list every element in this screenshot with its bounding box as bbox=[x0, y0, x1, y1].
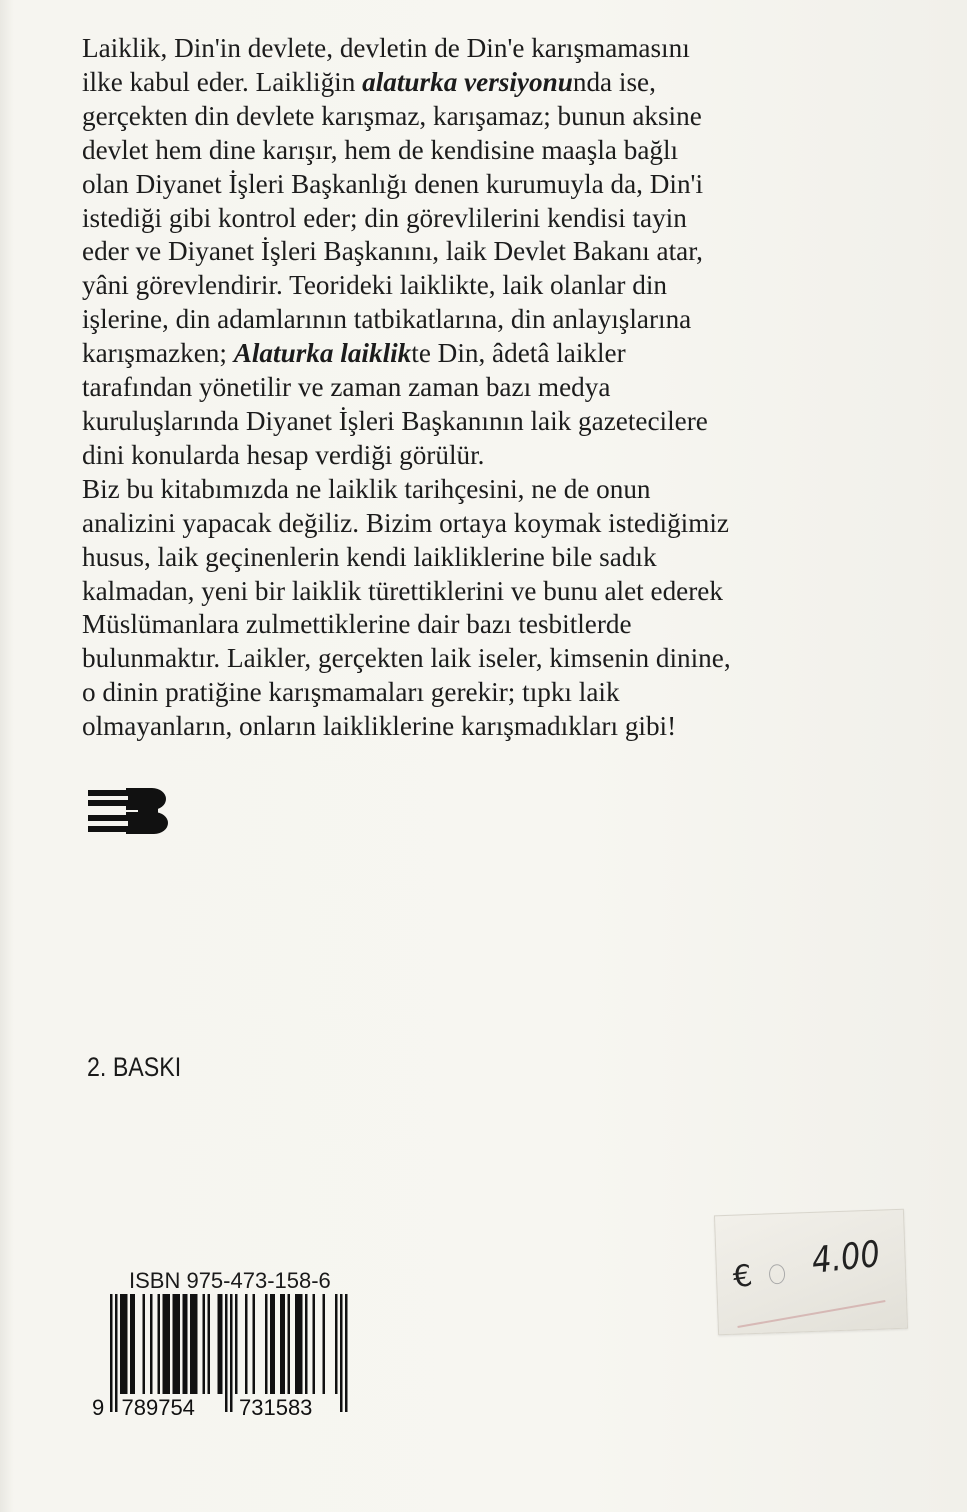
barcode-bar bbox=[203, 1294, 206, 1394]
barcode-bar bbox=[150, 1294, 153, 1394]
isbn-label: ISBN 975-473-158-6 bbox=[129, 1268, 331, 1293]
barcode-bar bbox=[235, 1294, 238, 1394]
blurb-segment: işlerine, din adamlarının tatbikatlarına, din anlayışlarına bbox=[82, 304, 692, 335]
barcode-bar bbox=[340, 1294, 343, 1412]
barcode-bar bbox=[323, 1294, 326, 1394]
barcode-bar bbox=[208, 1294, 211, 1394]
barcode-digits: 731583 bbox=[239, 1395, 313, 1418]
blurb-emphasis: Alaturka laiklik bbox=[233, 338, 412, 369]
blurb-segment: Müslümanlara zulmettiklerine dair bazı tesbitlerde bbox=[82, 609, 632, 640]
barcode-bar bbox=[273, 1294, 276, 1394]
barcode-bar bbox=[270, 1294, 273, 1394]
blurb-line bbox=[82, 269, 842, 303]
barcode-bar bbox=[178, 1294, 181, 1394]
blurb-emphasis: alaturka versiyonu bbox=[362, 66, 573, 97]
blurb-line bbox=[82, 642, 842, 676]
blurb-line bbox=[82, 32, 842, 66]
barcode-bar bbox=[143, 1294, 146, 1394]
publisher-logo-icon bbox=[86, 788, 170, 834]
price-sticker bbox=[714, 1209, 908, 1336]
barcode-bar bbox=[245, 1294, 248, 1394]
barcode-bar bbox=[193, 1294, 196, 1394]
blurb-segment: devlet hem dine karışır, hem de kendisine maaşla bağlı bbox=[82, 134, 679, 165]
barcode-bar bbox=[295, 1294, 298, 1394]
barcode-bar bbox=[218, 1294, 221, 1394]
barcode-bar bbox=[123, 1294, 126, 1394]
barcode-bar bbox=[345, 1294, 348, 1412]
blurb-line bbox=[82, 100, 842, 134]
blurb-line bbox=[82, 710, 842, 744]
barcode-bar bbox=[265, 1294, 268, 1394]
blurb-line bbox=[82, 507, 842, 541]
barcode-bar bbox=[313, 1294, 316, 1394]
barcode-bar bbox=[190, 1294, 193, 1394]
blurb-line bbox=[82, 134, 842, 168]
blurb-line bbox=[82, 202, 842, 236]
blurb-line bbox=[82, 66, 842, 100]
barcode-bar bbox=[158, 1294, 161, 1394]
barcode-bar bbox=[120, 1294, 123, 1394]
barcode-bar bbox=[225, 1294, 228, 1412]
blurb-segment: ilke kabul eder. Laikliğin bbox=[82, 66, 363, 97]
blurb-segment: husus, laik geçinenlerin kendi laikliklerine bile sadık bbox=[82, 541, 657, 572]
barcode-bar bbox=[168, 1294, 171, 1394]
blurb-line bbox=[82, 303, 842, 337]
blurb-line bbox=[82, 473, 842, 507]
blurb-line bbox=[82, 405, 842, 439]
barcode-bar bbox=[185, 1294, 188, 1394]
price-amount: 4.00 bbox=[809, 1233, 882, 1282]
blurb-line bbox=[82, 337, 842, 371]
barcode-bar bbox=[175, 1294, 178, 1394]
blurb-segment: istediği gibi kontrol eder; din görevlilerini kendisi tayin bbox=[82, 202, 687, 233]
barcode-digits: 789754 bbox=[121, 1395, 195, 1418]
barcode-bar bbox=[133, 1294, 136, 1394]
blurb-segment: o dinin pratiğine karışmamaları gerekir; tıpkı laik bbox=[82, 677, 620, 708]
blurb-segment: yâni görevlendirir. Teorideki laiklikte, laik olanlar din bbox=[82, 270, 667, 301]
barcode-bar bbox=[280, 1294, 283, 1394]
blurb-segment: dini konularda hesap verdiği görülür. bbox=[82, 439, 485, 470]
barcode-bar bbox=[300, 1294, 303, 1394]
blurb-segment: eder ve Diyanet İşleri Başkanını, laik Devlet Bakanı atar, bbox=[82, 236, 703, 267]
blurb-segment: nda ise, bbox=[572, 66, 656, 97]
blurb-segment: karışmazken; bbox=[82, 338, 234, 369]
blurb-line bbox=[82, 541, 842, 575]
blurb-segment: tarafından yönetilir ve zaman zaman bazı medya bbox=[82, 372, 611, 403]
barcode-bar bbox=[173, 1294, 176, 1394]
blurb-segment: te Din, âdetâ laikler bbox=[411, 338, 626, 369]
barcode-bar bbox=[335, 1294, 338, 1394]
barcode-bar bbox=[130, 1294, 133, 1394]
blurb-text bbox=[82, 32, 842, 744]
barcode-bar bbox=[125, 1294, 128, 1394]
barcode-bar bbox=[165, 1294, 168, 1394]
barcode-digits: 9 bbox=[92, 1395, 105, 1418]
barcode-bar bbox=[110, 1294, 113, 1412]
blurb-line bbox=[82, 235, 842, 269]
isbn-barcode bbox=[86, 1294, 366, 1418]
barcode-bar bbox=[183, 1294, 186, 1394]
barcode-bar bbox=[230, 1294, 233, 1412]
barcode-bar bbox=[305, 1294, 308, 1394]
blurb-segment: kalmadan, yeni bir laiklik türettiklerini ve bunu alet ederek bbox=[82, 575, 723, 606]
blurb-line bbox=[82, 439, 842, 473]
edition-label: 2. BASKI bbox=[87, 1052, 182, 1082]
blurb-segment: Biz bu kitabımızda ne laiklik tarihçesini, ne de onun bbox=[82, 473, 651, 504]
blurb-line bbox=[82, 371, 842, 405]
blurb-line bbox=[82, 608, 842, 642]
blurb-segment: analizini yapacak değiliz. Bizim ortaya koymak istediğimiz bbox=[82, 507, 730, 538]
blurb-segment: gerçekten din devlete karışmaz, karışamaz; bunun aksine bbox=[82, 100, 702, 131]
price-currency: € bbox=[730, 1258, 755, 1296]
barcode-bar bbox=[288, 1294, 291, 1394]
barcode-bar bbox=[220, 1294, 223, 1394]
blurb-segment: Laiklik, Din'in devlete, devletin de Din'e karışmamasını bbox=[82, 33, 690, 63]
blurb-line bbox=[82, 575, 842, 609]
blurb-segment: kuruluşlarında Diyanet İşleri Başkanının laik gazetecilere bbox=[82, 405, 708, 436]
barcode-bar bbox=[115, 1294, 118, 1412]
barcode-bar bbox=[298, 1294, 301, 1394]
barcode-bar bbox=[163, 1294, 166, 1394]
blurb-segment: olmayanların, onların laikliklerine karışmadıkları gibi! bbox=[82, 711, 677, 742]
barcode-bar bbox=[283, 1294, 286, 1394]
barcode-bar bbox=[253, 1294, 256, 1394]
blurb-line bbox=[82, 168, 842, 202]
blurb-segment: bulunmaktır. Laikler, gerçekten laik iseler, kimsenin dinine, bbox=[82, 643, 731, 674]
price-mark-icon bbox=[769, 1264, 786, 1285]
barcode-bar bbox=[195, 1294, 198, 1394]
blurb-line bbox=[82, 676, 842, 710]
blurb-segment: olan Diyanet İşleri Başkanlığı denen kurumuyla da, Din'i bbox=[82, 168, 703, 199]
